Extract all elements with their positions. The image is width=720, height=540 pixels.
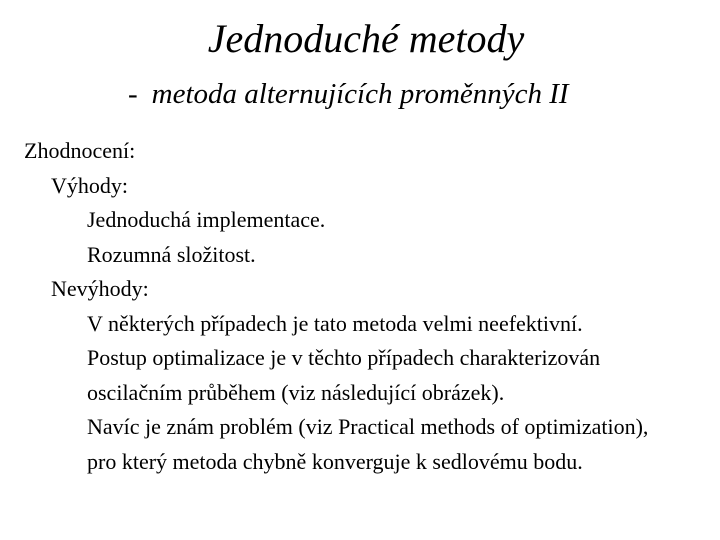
disadvantage-item: oscilačním průběhem (viz následující obrázek). <box>87 379 505 405</box>
disadvantage-item: Navíc je znám problém (viz Practical methods of optimization), <box>87 414 649 439</box>
disadvantage-item: Postup optimalizace je v těchto případech charakterizován <box>87 345 601 370</box>
disadvantages-heading: Nevýhody: <box>51 276 149 301</box>
subtitle-text: metoda alternujících proměnných II <box>151 78 569 110</box>
slide-title: Jednoduché metody <box>207 16 525 61</box>
slide-body <box>24 134 714 479</box>
slide-subtitle <box>128 74 569 114</box>
subtitle-dash: - <box>128 78 138 110</box>
advantage-item: Rozumná složitost. <box>87 241 256 267</box>
disadvantage-item: pro který metoda chybně konverguje k sedlovému bodu. <box>87 448 583 474</box>
advantages-heading: Výhody: <box>51 172 128 198</box>
evaluation-heading: Zhodnocení: <box>24 138 136 163</box>
disadvantage-item: V některých případech je tato metoda velmi neefektivní. <box>87 310 583 336</box>
advantage-item: Jednoduchá implementace. <box>87 207 326 232</box>
